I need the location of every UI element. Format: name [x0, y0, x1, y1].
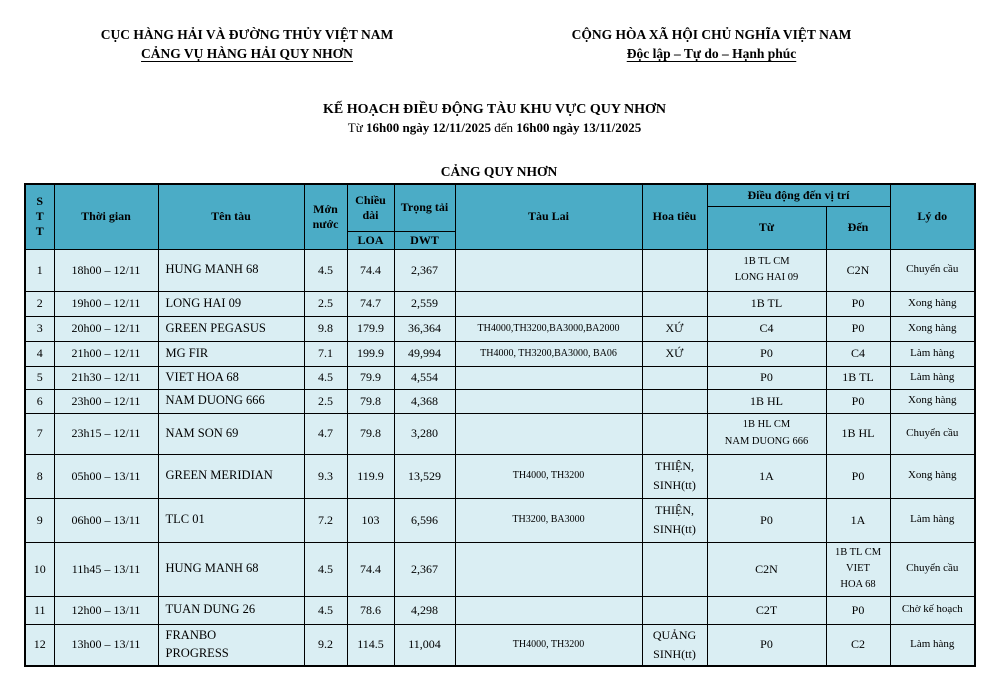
table-row — [25, 498, 975, 542]
cell-reason: Xong hàng — [890, 454, 975, 498]
cell-ship-name: VIET HOA 68 — [158, 366, 304, 389]
cell-pilot — [642, 542, 707, 596]
table-row — [25, 624, 975, 666]
cell-tugs: TH3200, BA3000 — [455, 498, 642, 542]
cell-tugs: TH4000, TH3200 — [455, 454, 642, 498]
issuing-organization — [0, 26, 494, 63]
table-row — [25, 249, 975, 291]
cell-loa: 114.5 — [347, 624, 394, 666]
cell-from: P0 — [707, 366, 826, 389]
parent-agency-name: CỤC HÀNG HẢI VÀ ĐƯỜNG THỦY VIỆT NAM — [100, 27, 394, 42]
cell-time: 20h00 – 12/11 — [54, 316, 158, 341]
cell-draft: 9.3 — [304, 454, 347, 498]
table-row — [25, 596, 975, 624]
cell-stt: 11 — [25, 596, 54, 624]
cell-time: 06h00 – 13/11 — [54, 498, 158, 542]
cell-pilot — [642, 413, 707, 454]
period-end: 16h00 ngày 13/11/2025 — [516, 120, 642, 136]
cell-pilot — [642, 366, 707, 389]
cell-tugs — [455, 389, 642, 413]
cell-stt: 4 — [25, 341, 54, 366]
cell-time: 23h15 – 12/11 — [54, 413, 158, 454]
cell-from: 1A — [707, 454, 826, 498]
cell-reason: Làm hàng — [890, 498, 975, 542]
cell-stt: 1 — [25, 249, 54, 291]
cell-loa: 103 — [347, 498, 394, 542]
col-header-loa: LOA — [347, 231, 394, 249]
cell-stt: 9 — [25, 498, 54, 542]
cell-to: 1B TL CM VIET HOA 68 — [826, 542, 890, 596]
cell-to: P0 — [826, 291, 890, 316]
ship-movement-table — [24, 183, 976, 667]
cell-ship-name: FRANBO PROGRESS — [158, 624, 304, 666]
cell-pilot: XỨ — [642, 316, 707, 341]
table-row — [25, 454, 975, 498]
cell-draft: 9.8 — [304, 316, 347, 341]
cell-loa: 119.9 — [347, 454, 394, 498]
cell-pilot — [642, 291, 707, 316]
cell-dwt: 36,364 — [394, 316, 455, 341]
cell-tugs — [455, 542, 642, 596]
cell-reason: Chuyển cầu — [890, 249, 975, 291]
cell-stt: 3 — [25, 316, 54, 341]
cell-dwt: 6,596 — [394, 498, 455, 542]
national-header — [494, 26, 989, 63]
cell-draft: 2.5 — [304, 389, 347, 413]
col-header-tonnage: Trọng tải — [394, 184, 455, 231]
cell-from: 1B HL — [707, 389, 826, 413]
cell-from: 1B HL CM NAM DUONG 666 — [707, 413, 826, 454]
cell-loa: 199.9 — [347, 341, 394, 366]
cell-from: 1B TL — [707, 291, 826, 316]
table-row — [25, 389, 975, 413]
cell-reason: Xong hàng — [890, 291, 975, 316]
cell-ship-name: LONG HAI 09 — [158, 291, 304, 316]
table-row — [25, 542, 975, 596]
cell-loa: 79.8 — [347, 413, 394, 454]
cell-dwt: 13,529 — [394, 454, 455, 498]
cell-to: C2N — [826, 249, 890, 291]
cell-from: P0 — [707, 341, 826, 366]
cell-draft: 7.1 — [304, 341, 347, 366]
cell-dwt: 2,367 — [394, 249, 455, 291]
cell-pilot: XỨ — [642, 341, 707, 366]
table-row — [25, 413, 975, 454]
cell-from: P0 — [707, 624, 826, 666]
col-header-time: Thời gian — [54, 184, 158, 249]
schedule-table-area — [24, 164, 974, 667]
cell-tugs — [455, 413, 642, 454]
cell-dwt: 4,554 — [394, 366, 455, 389]
cell-draft: 4.5 — [304, 366, 347, 389]
cell-to: 1B HL — [826, 413, 890, 454]
cell-tugs — [455, 596, 642, 624]
table-row — [25, 316, 975, 341]
cell-ship-name: NAM SON 69 — [158, 413, 304, 454]
cell-pilot — [642, 596, 707, 624]
cell-pilot: THIỆN, SINH(tt) — [642, 498, 707, 542]
cell-draft: 7.2 — [304, 498, 347, 542]
cell-time: 18h00 – 12/11 — [54, 249, 158, 291]
cell-tugs: TH4000, TH3200 — [455, 624, 642, 666]
cell-draft: 4.7 — [304, 413, 347, 454]
cell-tugs — [455, 249, 642, 291]
cell-pilot — [642, 249, 707, 291]
cell-loa: 74.4 — [347, 542, 394, 596]
cell-pilot: THIỆN, SINH(tt) — [642, 454, 707, 498]
period-connector: đến — [490, 120, 517, 136]
cell-time: 19h00 – 12/11 — [54, 291, 158, 316]
col-header-draft: Mớn nước — [304, 184, 347, 249]
col-header-dwt: DWT — [394, 231, 455, 249]
port-authority-name: CẢNG VỤ HÀNG HẢI QUY NHƠN — [141, 45, 353, 61]
table-row — [25, 366, 975, 389]
col-header-ship-name: Tên tàu — [158, 184, 304, 249]
cell-tugs: TH4000,TH3200,BA3000,BA2000 — [455, 316, 642, 341]
cell-from: P0 — [707, 498, 826, 542]
cell-stt: 7 — [25, 413, 54, 454]
cell-pilot: QUẢNG SINH(tt) — [642, 624, 707, 666]
col-header-stt: S T T — [25, 184, 54, 249]
cell-stt: 6 — [25, 389, 54, 413]
cell-loa: 74.7 — [347, 291, 394, 316]
cell-draft: 2.5 — [304, 291, 347, 316]
col-header-to: Đến — [826, 206, 890, 249]
cell-stt: 2 — [25, 291, 54, 316]
cell-to: P0 — [826, 316, 890, 341]
table-body — [25, 249, 975, 666]
cell-draft: 9.2 — [304, 624, 347, 666]
cell-from: C2N — [707, 542, 826, 596]
cell-loa: 79.8 — [347, 389, 394, 413]
cell-loa: 79.9 — [347, 366, 394, 389]
period-prefix: Từ — [347, 120, 367, 136]
cell-dwt: 2,559 — [394, 291, 455, 316]
cell-ship-name: TUAN DUNG 26 — [158, 596, 304, 624]
table-row — [25, 341, 975, 366]
cell-to: 1A — [826, 498, 890, 542]
col-header-reason: Lý do — [890, 184, 975, 249]
cell-dwt: 49,994 — [394, 341, 455, 366]
cell-stt: 5 — [25, 366, 54, 389]
cell-ship-name: HUNG MANH 68 — [158, 249, 304, 291]
cell-ship-name: NAM DUONG 666 — [158, 389, 304, 413]
cell-dwt: 11,004 — [394, 624, 455, 666]
cell-to: 1B TL — [826, 366, 890, 389]
table-header — [25, 184, 975, 249]
cell-pilot — [642, 389, 707, 413]
cell-time: 23h00 – 12/11 — [54, 389, 158, 413]
cell-time: 11h45 – 13/11 — [54, 542, 158, 596]
cell-reason: Làm hàng — [890, 624, 975, 666]
cell-time: 21h30 – 12/11 — [54, 366, 158, 389]
document-title-block — [0, 101, 989, 138]
period-start: 16h00 ngày 12/11/2025 — [366, 120, 491, 136]
cell-draft: 4.5 — [304, 249, 347, 291]
cell-to: P0 — [826, 454, 890, 498]
cell-dwt: 4,368 — [394, 389, 455, 413]
cell-stt: 8 — [25, 454, 54, 498]
cell-time: 05h00 – 13/11 — [54, 454, 158, 498]
cell-to: P0 — [826, 596, 890, 624]
cell-dwt: 2,367 — [394, 542, 455, 596]
cell-loa: 179.9 — [347, 316, 394, 341]
cell-reason: Xong hàng — [890, 389, 975, 413]
cell-reason: Chuyển cầu — [890, 413, 975, 454]
cell-dwt: 3,280 — [394, 413, 455, 454]
cell-tugs — [455, 366, 642, 389]
cell-draft: 4.5 — [304, 596, 347, 624]
cell-stt: 12 — [25, 624, 54, 666]
table-row — [25, 291, 975, 316]
cell-from: 1B TL CM LONG HAI 09 — [707, 249, 826, 291]
cell-time: 12h00 – 13/11 — [54, 596, 158, 624]
letterhead — [0, 0, 989, 63]
cell-reason: Chuyển cầu — [890, 542, 975, 596]
cell-to: P0 — [826, 389, 890, 413]
national-title: CỘNG HÒA XÃ HỘI CHỦ NGHĨA VIỆT NAM — [571, 27, 852, 42]
cell-to: C2 — [826, 624, 890, 666]
cell-time: 13h00 – 13/11 — [54, 624, 158, 666]
cell-ship-name: MG FIR — [158, 341, 304, 366]
cell-stt: 10 — [25, 542, 54, 596]
cell-ship-name: TLC 01 — [158, 498, 304, 542]
cell-ship-name: HUNG MANH 68 — [158, 542, 304, 596]
cell-reason: Chờ kế hoạch — [890, 596, 975, 624]
cell-ship-name: GREEN MERIDIAN — [158, 454, 304, 498]
cell-from: C4 — [707, 316, 826, 341]
cell-time: 21h00 – 12/11 — [54, 341, 158, 366]
cell-reason: Làm hàng — [890, 341, 975, 366]
col-header-tugs: Tàu Lai — [455, 184, 642, 249]
col-header-from: Từ — [707, 206, 826, 249]
cell-from: C2T — [707, 596, 826, 624]
cell-to: C4 — [826, 341, 890, 366]
cell-loa: 78.6 — [347, 596, 394, 624]
national-motto: Độc lập – Tự do – Hạnh phúc — [626, 45, 797, 61]
port-section-title: CẢNG QUY NHƠN — [440, 164, 558, 180]
document-period — [0, 119, 989, 138]
cell-dwt: 4,298 — [394, 596, 455, 624]
cell-tugs — [455, 291, 642, 316]
document-title: KẾ HOẠCH ĐIỀU ĐỘNG TÀU KHU VỰC QUY NHƠN — [322, 102, 667, 118]
cell-reason: Làm hàng — [890, 366, 975, 389]
cell-tugs: TH4000, TH3200,BA3000, BA06 — [455, 341, 642, 366]
col-header-movement: Điều động đến vị trí — [707, 184, 890, 206]
cell-draft: 4.5 — [304, 542, 347, 596]
col-header-length: Chiều dài — [347, 184, 394, 231]
cell-reason: Xong hàng — [890, 316, 975, 341]
cell-loa: 74.4 — [347, 249, 394, 291]
cell-ship-name: GREEN PEGASUS — [158, 316, 304, 341]
col-header-pilot: Hoa tiêu — [642, 184, 707, 249]
